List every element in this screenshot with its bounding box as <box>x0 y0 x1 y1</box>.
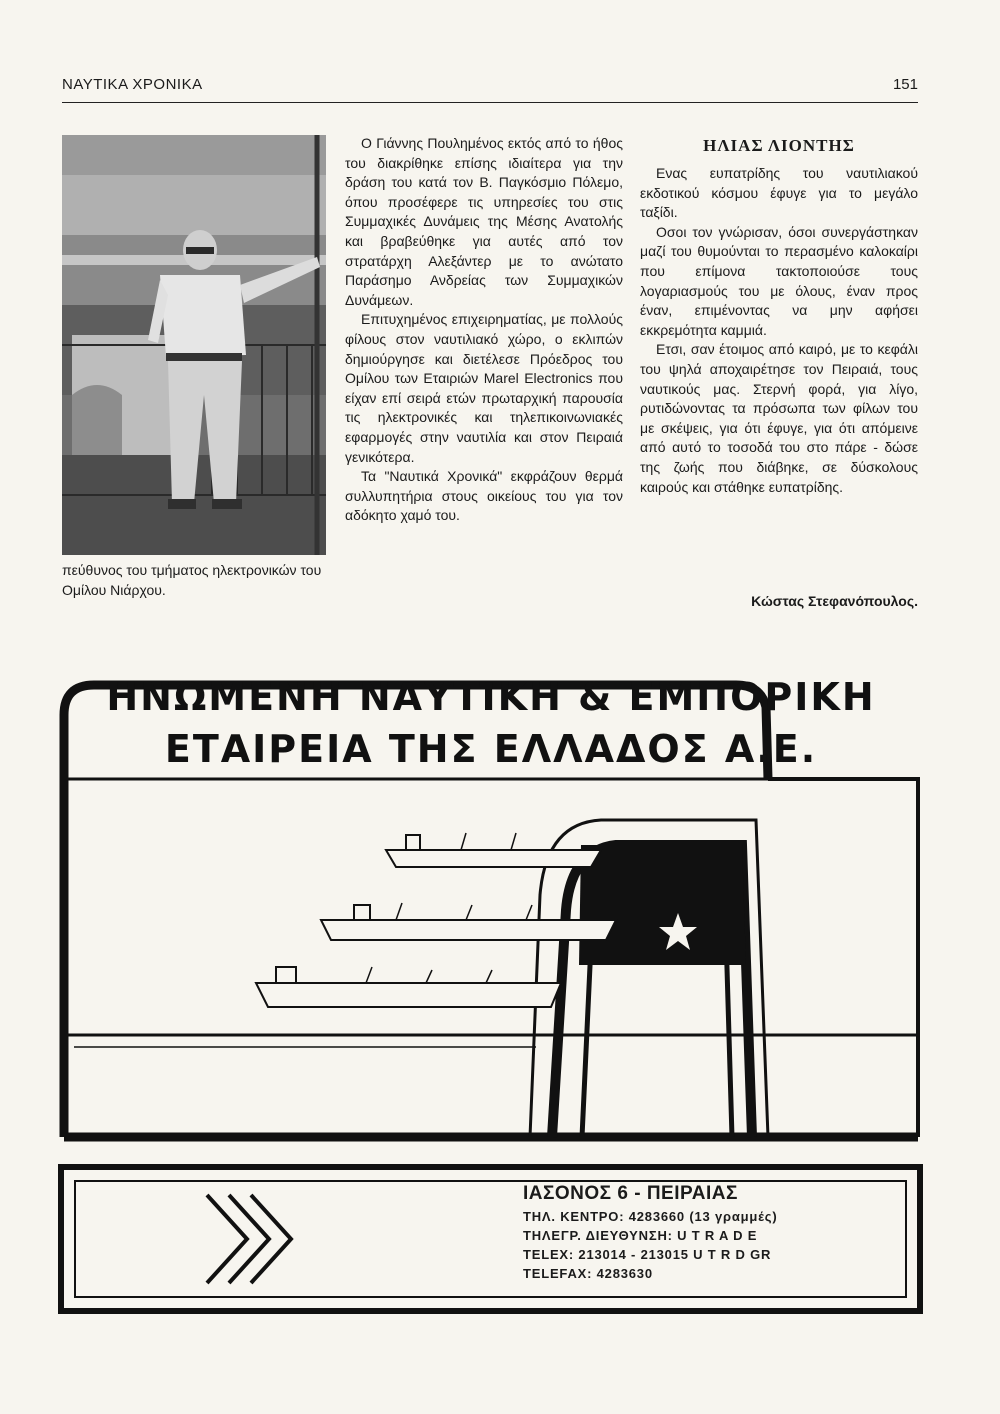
author-signature: Κώστας Στεφανόπουλος. <box>751 593 918 609</box>
ad-title-line1: ΗΝΩΜΕΝΗ ΝΑΥΤΙΚΗ & ΕΜΠΟΡΙΚΗ <box>106 675 876 719</box>
contact-advertisement <box>57 1163 924 1315</box>
company-advertisement <box>56 655 926 1145</box>
telex-line: TELEX: 213014 - 213015 U T R D GR <box>523 1247 772 1262</box>
telefax-line: TELEFAX: 4283630 <box>523 1266 653 1281</box>
ad-title-line2: ΕΤΑΙΡΕΙΑ ΤΗΣ ΕΛΛΑΔΟΣ Α.Ε. <box>164 727 818 771</box>
photo-caption: πεύθυνος του τμήματος ηλεκτρονικών του Ομίλου Νιάρχου. <box>62 562 322 598</box>
portrait-photo <box>62 135 326 555</box>
paragraph: Οσοι τον γνώρισαν, όσοι συνεργάστηκαν μαζί του θυμούνται το περασμένο καλοκαίρι που επίμονα τακτοποιούσε τους λογαριασμούς του με όλους, έναν προς έναν, επιμένοντας να μην αφήσει εκκρεμότητα καμμιά. <box>640 223 918 338</box>
paragraph: Επιτυχημένος επιχειρηματίας, με πολλούς φίλους στον ναυτιλιακό χώρο, ο εκλιπών δημιούργησε και διετέλεσε Πρόεδρος του Ομίλου των Εταιριών Marel Electronics που είχαν επί σειρά ετών πρωταρχική παρουσία τις ηλεκτρονικές και τηλεπικοινωνιακές εφαρμογές στην ναυτιλία και στον Πειραιά γενικότερα. <box>345 311 623 465</box>
obituary-column-poulimenos <box>345 134 623 526</box>
paragraph: Ετσι, σαν έτοιμος από καιρό, με το κεφάλι του ψηλά αποχαιρέτησε τον Πειραιά, τους ναυτικούς μας. Στερνή φορά, για λίγο, ρυτιδώνοντας τα πρόσωπα των φίλων του με σκέψεις, για ότι έφυγε, για ότι απόμεινε από αυτό το τοσοδά του στο πάρε - δώσε της ζωής που διάβηκε, σε δύσκολους καιρούς και στάθηκε ευπατρίδης. <box>640 341 918 495</box>
contact-box-frame <box>57 1163 924 1315</box>
telegram-line: ΤΗΛΕΓΡ. ΔΙΕΥΘΥΝΣΗ: U T R A D E <box>523 1228 758 1243</box>
address-line: ΙΑΣΟΝΟΣ 6 - ΠΕΙΡΑΙΑΣ <box>523 1183 738 1204</box>
paragraph: Τα "Ναυτικά Χρονικά" εκφράζουν θερμά συλλυπητήρια στους οικείους του για τον αδόκητο χαμό του. <box>345 468 623 524</box>
article-heading: ΗΛΙΑΣ ΛΙΟΝΤΗΣ <box>703 136 855 155</box>
page-header <box>62 76 918 103</box>
page-number: 151 <box>892 76 918 93</box>
paragraph: Ο Γιάννης Πουλημένος εκτός από το ήθος του διακρίθηκε επίσης ιδιαίτερα για την δράση του κατά τον Β. Παγκόσμιο Πόλεμο, όπου προσέφερε τις υπηρεσίες του στις Συμμαχικές Δυνάμεις της Μέσης Ανατολής και βραβεύθηκε για αυτές από τον στρατάρχη Αλεξάντερ με το ανώτατο Παράσημο Ανδρείας των Συμμαχικών Δυνάμεων. <box>345 135 623 308</box>
phone-line: ΤΗΛ. ΚΕΝΤΡΟ: 4283660 (13 γραμμές) <box>523 1209 778 1224</box>
obituary-column-liontis <box>640 136 918 497</box>
journal-title: ΝΑΥΤΙΚΑ ΧΡΟΝΙΚΑ <box>62 76 203 93</box>
portrait-photo-graphic <box>62 135 326 555</box>
paragraph: Ενας ευπατρίδης του ναυτιλιακού εκδοτικού κόσμου έφυγε για το μεγάλο ταξίδι. <box>640 165 918 221</box>
